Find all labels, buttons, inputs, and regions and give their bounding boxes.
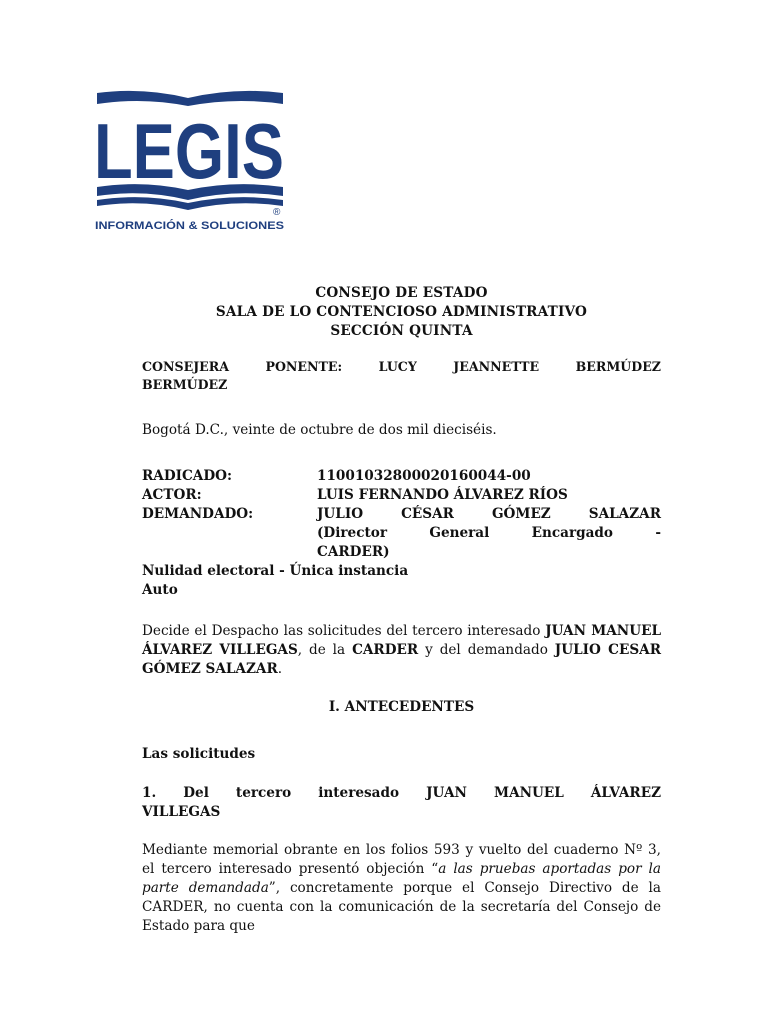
radicado-label: RADICADO: [142, 468, 233, 484]
ponente-line-2: BERMÚDEZ [142, 377, 228, 392]
item-1-line-2: VILLEGAS [142, 804, 221, 820]
radicado-value: 11001032800020160044-00 [317, 468, 531, 484]
legis-logo [95, 92, 290, 232]
actor-row [142, 486, 661, 505]
radicado-row [142, 467, 661, 486]
demandado-label: DEMANDADO: [142, 506, 254, 522]
intro-party-1: JUAN MANUEL ÁLVAREZ VILLEGAS [142, 623, 661, 658]
demandado-line-3: CARDER) [317, 544, 390, 560]
date-line: Bogotá D.C., veinte de octubre de dos mil dieciséis. [142, 422, 497, 438]
actor-value: LUIS FERNANDO ÁLVAREZ RÍOS [317, 487, 568, 503]
demandado-line-1: JULIO CÉSAR GÓMEZ SALAZAR [317, 506, 661, 522]
intro-text-1: Decide el Despacho las solicitudes del tercero interesado [142, 623, 546, 639]
demandado-row [142, 505, 661, 562]
logo-registered-mark: ® [273, 207, 281, 218]
intro-text-4: . [277, 661, 283, 677]
logo-wordmark: LEGIS [94, 107, 284, 195]
intro-paragraph [142, 622, 661, 679]
legis-logo-graphic [95, 92, 290, 232]
item-1-line-1: 1. Del tercero interesado JUAN MANUEL ÁLVAREZ [142, 785, 661, 801]
body-text-1: Mediante memorial obrante en los folios 593 y vuelto del cuaderno Nº 3, el tercero interesado presentó objeción “ [142, 842, 661, 877]
actor-label: ACTOR: [142, 487, 202, 503]
demandado-value [317, 505, 661, 562]
case-type-line: Nulidad electoral - Única instancia [142, 563, 409, 579]
intro-party-2: CARDER [352, 642, 419, 658]
body-text-2: ”, concretamente porque el Consejo Directivo de la CARDER, no cuenta con la comunicación de la secretaría del Consejo de Estado para que [142, 880, 661, 934]
demandado-line-2: (Director General Encargado - [317, 525, 661, 541]
logo-tagline: INFORMACIÓN & SOLUCIONES [95, 220, 261, 232]
header-line-section: SECCIÓN QUINTA [330, 323, 473, 339]
court-header [142, 284, 661, 341]
body-paragraph [142, 841, 661, 936]
subsection-title: Las solicitudes [142, 746, 256, 762]
intro-text-3: y del demandado [418, 642, 555, 658]
item-1-heading [142, 784, 661, 822]
section-title: I. ANTECEDENTES [328, 699, 475, 715]
auto-line: Auto [142, 582, 178, 598]
case-data [142, 467, 661, 600]
ponente-block [142, 358, 661, 394]
body-quote: a las pruebas aportadas por la parte demandada [142, 861, 661, 896]
intro-text-2: , de la [297, 642, 353, 658]
header-line-court: CONSEJO DE ESTADO [315, 285, 488, 301]
ponente-line-1: CONSEJERA PONENTE: LUCY JEANNETTE BERMÚDEZ [142, 359, 661, 374]
header-line-chamber: SALA DE LO CONTENCIOSO ADMINISTRATIVO [215, 304, 588, 320]
intro-party-3: JULIO CESAR GÓMEZ SALAZAR [142, 642, 662, 677]
